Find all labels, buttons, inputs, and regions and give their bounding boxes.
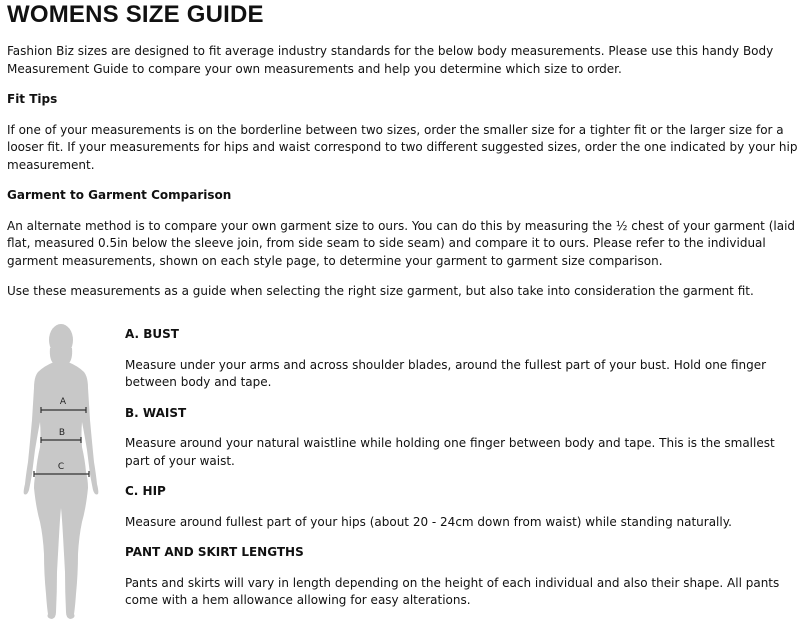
- measure-description: Measure under your arms and across shoulder blades, around the fullest part of your bust. Hold one finger between body and tape.: [125, 357, 767, 389]
- body-figure: [10, 322, 110, 622]
- garment-comparison-paragraph: An alternate method is to compare your own garment size to ours. You can do this by measuring the ½ chest of your garment (laid flat, measured 0.5in below the sleeve join, from side seam to side seam) and compare it to ours. Please refer to the individual garment measurements, shown on each style page, to determine your garment to garment size comparison.: [7, 218, 796, 268]
- measure-heading: B. WAIST: [125, 405, 187, 420]
- fit-tips-heading: Fit Tips: [7, 92, 58, 106]
- size-guide-page: [7, 0, 802, 301]
- measure-description: Measure around your natural waistline while holding one finger between body and tape. This is the smallest part of your waist.: [125, 436, 775, 468]
- page-title: WOMENS SIZE GUIDE: [7, 1, 264, 28]
- measure-description: Measure around fullest part of your hips (about 20 - 24cm down from waist) while standing naturally.: [125, 514, 732, 529]
- female-silhouette-icon: [10, 322, 110, 622]
- guide-note-paragraph: Use these measurements as a guide when selecting the right size garment, but also take into consideration the garment fit.: [7, 284, 754, 298]
- waist-label: B: [58, 428, 66, 438]
- garment-comparison-heading: Garment to Garment Comparison: [7, 188, 232, 202]
- bust-label: A: [59, 397, 67, 407]
- intro-paragraph: Fashion Biz sizes are designed to fit average industry standards for the below body measurements. Please use this handy Body Measurement Guide to compare your own measurements and help you determine which size to order.: [7, 44, 774, 76]
- measure-item-bust: [125, 326, 790, 392]
- measure-item-hip: [125, 483, 790, 531]
- measure-heading: C. HIP: [125, 484, 166, 498]
- measure-heading: A. BUST: [125, 327, 179, 341]
- measure-item-pant-skirt: [125, 544, 790, 610]
- measure-description: Pants and skirts will vary in length depending on the height of each individual and also their shape. All pants come with a hem allowance allowing for easy alterations.: [125, 575, 780, 607]
- measure-heading: PANT AND SKIRT LENGTHS: [125, 545, 304, 559]
- fit-tips-paragraph: If one of your measurements is on the borderline between two sizes, order the smaller size for a tighter fit or the larger size for a looser fit. If your measurements for hips and waist correspond to two different suggested sizes, order the one indicated by your hip measurement.: [7, 122, 798, 172]
- measurement-list: [125, 326, 790, 610]
- hip-label: C: [57, 462, 65, 472]
- measure-item-waist: [125, 405, 790, 471]
- measurement-section: [0, 322, 795, 622]
